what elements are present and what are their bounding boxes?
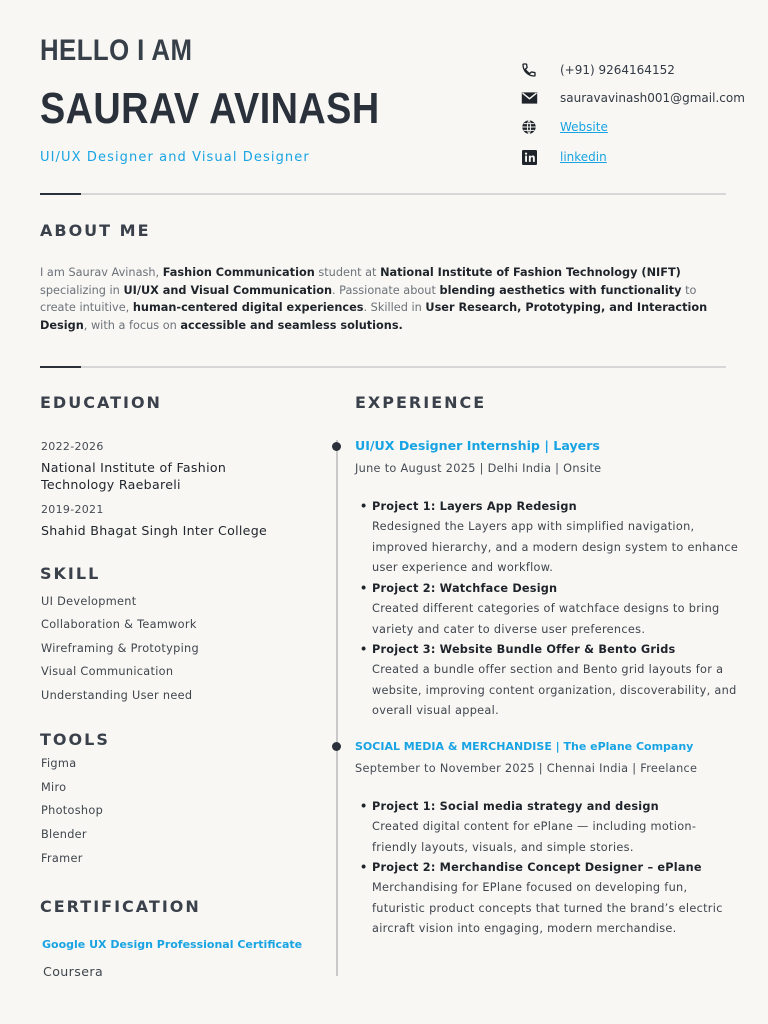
timeline-line [336,440,338,976]
certificate-issuer: Coursera [43,964,104,979]
divider-line [81,193,726,195]
tool-item: Framer [41,852,83,865]
education-years: 2022-2026 [41,440,104,453]
skill-item: Collaboration & Teamwork [41,618,197,631]
about-text: I am Saurav Avinash, [40,266,163,279]
contact-website [520,118,750,136]
project-description: Created different categories of watchface designs to bring variety and cater to diverse user preferences. [372,602,720,636]
job-title: SOCIAL MEDIA & MERCHANDISE | The ePlane Company [355,740,694,753]
job-meta: September to November 2025 | Chennai India | Freelance [355,762,698,775]
website-link[interactable]: Website [560,120,608,134]
timeline-dot [332,442,341,451]
about-text: . Skilled in [363,301,426,314]
linkedin-icon [520,148,538,166]
project-name: Project 1: Social media strategy and design [372,800,659,813]
about-highlight: accessible and seamless solutions. [180,318,403,332]
globe-icon [520,118,538,136]
divider-accent [40,193,81,195]
phone-icon [520,61,538,79]
project-item [360,640,740,722]
mail-icon [520,89,538,107]
email-text[interactable]: sauravavinash001@gmail.com [560,91,745,105]
bullet-icon: • [360,500,368,513]
education-school: National Institute of Fashion Technology Raebareli [41,460,227,492]
skill-item: Understanding User need [41,689,193,702]
experience-heading: EXPERIENCE [355,393,487,412]
certificate-title: Google UX Design Professional Certificate [42,938,303,951]
candidate-name: SAURAV AVINASH [40,84,380,133]
about-highlight: blending aesthetics with functionality [439,283,682,297]
candidate-role: UI/UX Designer and Visual Designer [40,150,310,165]
job-meta: June to August 2025 | Delhi India | Onsite [355,462,602,475]
contact-email [520,89,750,107]
about-highlight: UI/UX and Visual Communication [123,283,332,297]
project-name: Project 2: Merchandise Concept Designer – ePlane [372,861,702,874]
linkedin-link[interactable]: linkedin [560,150,607,164]
tools-heading: TOOLS [40,730,110,749]
bullet-icon: • [360,643,368,656]
tool-item: Miro [41,781,67,794]
divider-accent [40,366,81,368]
project-item [360,497,740,579]
project-name: Project 1: Layers App Redesign [372,500,577,513]
skill-heading: SKILL [40,564,101,583]
tool-item: Figma [41,757,77,770]
skill-item: Wireframing & Prototyping [41,642,199,655]
project-item [360,858,740,940]
timeline-dot [332,742,341,751]
bullet-icon: • [360,861,368,874]
tool-item: Blender [41,828,87,841]
about-text: . Passionate about [332,283,440,297]
certification-heading: CERTIFICATION [40,897,201,916]
project-name: Project 3: Website Bundle Offer & Bento Grids [372,643,676,656]
project-item [360,579,740,640]
divider-line [81,366,726,368]
project-description: Created digital content for ePlane — including motion-friendly layouts, visuals, and simple stories. [372,820,697,854]
skill-item: Visual Communication [41,665,174,678]
skill-item: UI Development [41,595,137,608]
about-text: to create intuitive, [40,283,697,314]
project-description: Created a bundle offer section and Bento grid layouts for a website, improving content organization, discoverability, and overall visual appeal. [372,663,737,717]
project-description: Merchandising for EPlane focused on developing fun, futuristic product concepts that turned the brand’s electric aircraft vision into engaging, modern merchandise. [372,881,723,935]
job-title: UI/UX Designer Internship | Layers [355,438,600,453]
about-highlight: human-centered digital experiences [132,301,364,314]
about-text: , with a focus on [83,318,181,332]
project-item [360,797,740,858]
about-highlight: National Institute of Fashion Technology (NIFT) [380,266,681,279]
education-heading: EDUCATION [40,393,162,412]
about-text: specializing in [40,283,124,297]
contact-linkedin [520,148,750,166]
education-years: 2019-2021 [41,503,104,516]
about-heading: ABOUT ME [40,221,151,240]
contact-phone [520,61,750,79]
phone-text: (+91) 9264164152 [560,63,675,77]
education-school: Shahid Bhagat Singh Inter College [41,523,268,538]
project-description: Redesigned the Layers app with simplified navigation, improved hierarchy, and a modern design system to enhance user experience and workflow. [372,520,739,574]
bullet-icon: • [360,800,368,813]
about-text: student at [314,266,381,279]
about-highlight: Fashion Communication [162,266,315,279]
bullet-icon: • [360,582,368,595]
tool-item: Photoshop [41,804,104,817]
about-paragraph [40,264,730,334]
greeting: HELLO I AM [40,34,193,67]
project-name: Project 2: Watchface Design [372,582,558,595]
about-highlight: User Research, Prototyping, and Interaction Design [40,301,708,332]
